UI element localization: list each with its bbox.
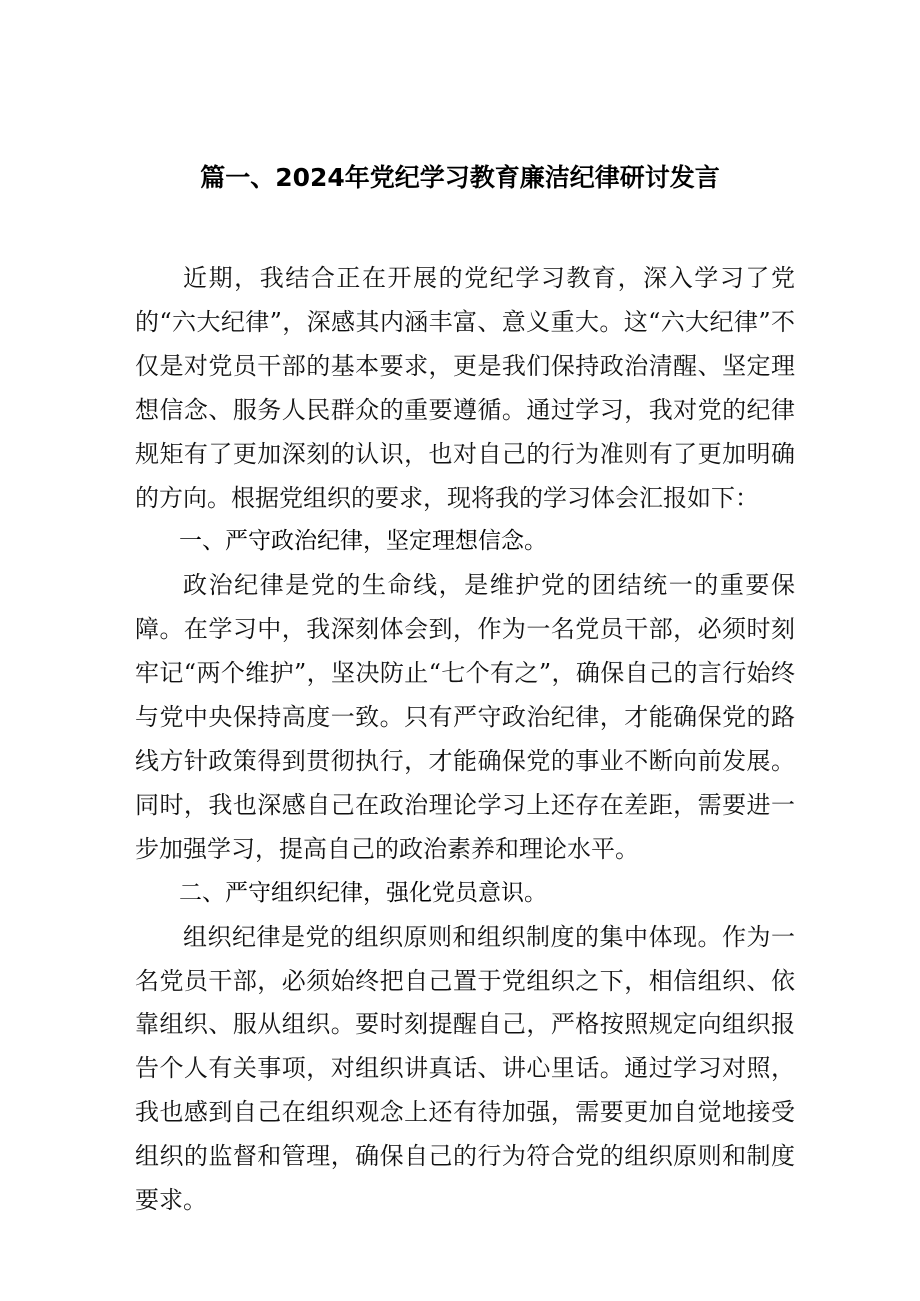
document-body <box>135 257 795 1223</box>
intro-paragraph: 近期，我结合正在开展的党纪学习教育，深入学习了党的“六大纪律”，深感其内涵丰富、意义重大。这“六大纪律”不仅是对党员干部的基本要求，更是我们保持政治清醒、坚定理想信念、服务人民群众的重要遵循。通过学习，我对党的纪律规矩有了更加深刻的认识，也对自己的行为准则有了更加明确的方向。根据党组织的要求，现将我的学习体会汇报如下： <box>135 264 795 512</box>
section-paragraph-organizational-discipline: 组织纪律是党的组织原则和组织制度的集中体现。作为一名党员干部，必须始终把自己置于党组织之下，相信组织、依靠组织、服从组织。要时刻提醒自己，严格按照规定向组织报告个人有关事项，对组织讲真话、讲心里话。通过学习对照，我也感到自己在组织观念上还有待加强，需要更加自觉地接受组织的监督和管理，确保自己的行为符合党的组织原则和制度要求。 <box>135 922 795 1215</box>
section-heading-political-discipline: 一、严守政治纪律，坚定理想信念。 <box>179 528 547 555</box>
document-title: 篇一、2024年党纪学习教育廉洁纪律研讨发言 <box>200 163 720 192</box>
section-paragraph-political-discipline: 政治纪律是党的生命线，是维护党的团结统一的重要保障。在学习中，我深刻体会到，作为一名党员干部，必须时刻牢记“两个维护”，坚决防止“七个有之”，确保自己的言行始终与党中央保持高度一致。只有严守政治纪律，才能确保党的路线方针政策得到贯彻执行，才能确保党的事业不断向前发展。同时，我也深感自己在政治理论学习上还存在差距，需要进一步加强学习，提高自己的政治素养和理论水平。 <box>135 571 795 863</box>
section-heading-organizational-discipline: 二、严守组织纪律，强化党员意识。 <box>179 879 547 906</box>
